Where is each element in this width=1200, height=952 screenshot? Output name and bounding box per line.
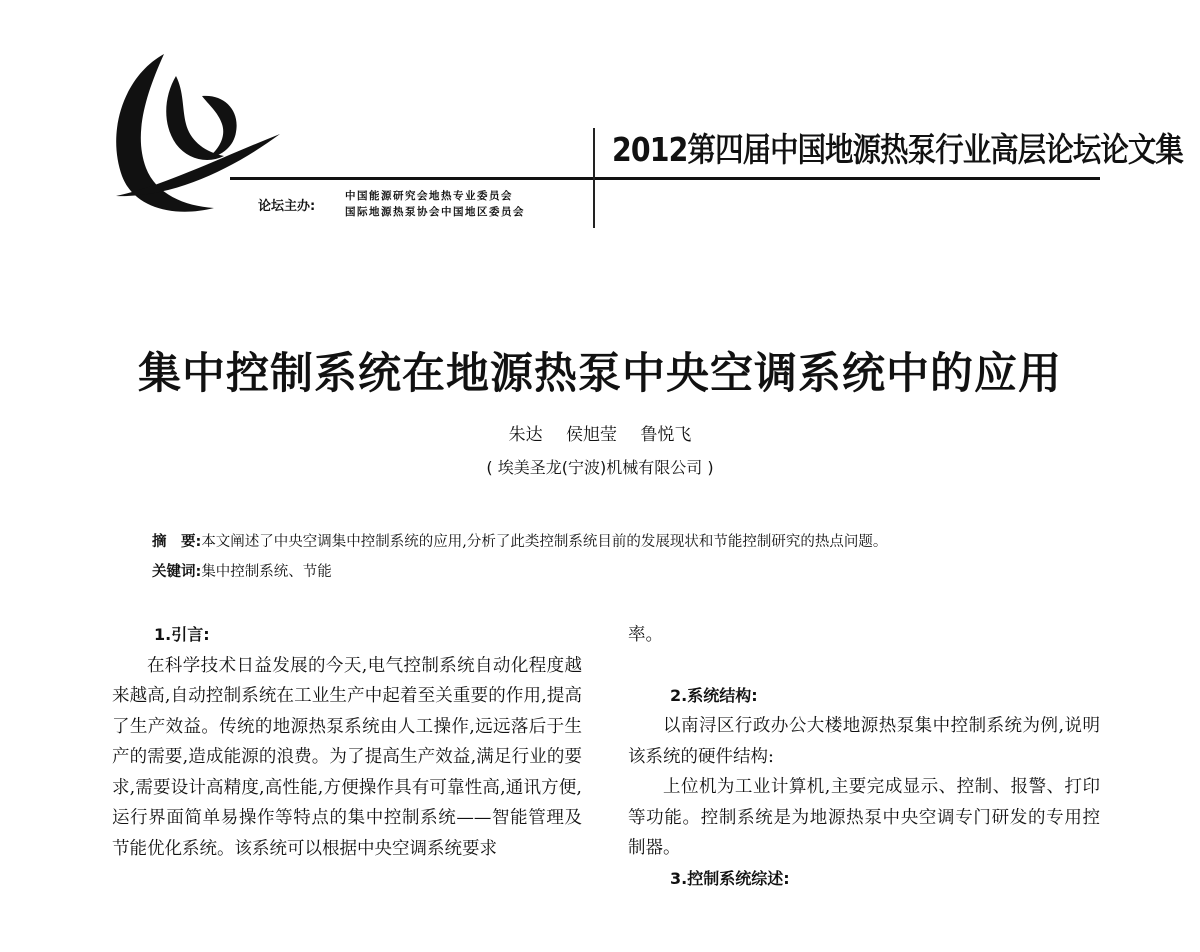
abstract-line [152, 527, 887, 557]
section-heading-intro: 1.引言: [154, 625, 210, 644]
host-line: 国际地源热泵协会中国地区委员会 [345, 206, 525, 218]
hardware-paragraph: 上位机为工业计算机,主要完成显示、控制、报警、打印等功能。控制系统是为地源热泵中央空调专门研发的专用控制器。 [628, 777, 1100, 858]
abstract-label: 摘 要: [152, 534, 202, 550]
body-left-column [112, 620, 582, 864]
keywords-text: 集中控制系统、节能 [201, 564, 332, 580]
paper-authors: 朱达 侯旭莹 鲁悦飞 [508, 425, 692, 445]
section-heading-overview: 3.控制系统综述: [670, 868, 790, 888]
carryover-text: 率。 [628, 625, 663, 645]
host-label: 论坛主办: [258, 199, 316, 214]
keywords-label: 关键词: [152, 564, 202, 580]
paper-affiliation: ( 埃美圣龙(宁波)机械有限公司 ) [486, 458, 714, 477]
structure-paragraph: 以南浔区行政办公大楼地源热泵集中控制系统为例,说明该系统的硬件结构: [628, 716, 1100, 767]
header-rule [230, 177, 1100, 180]
abstract-text: 本文阐述了中央空调集中控制系统的应用,分析了此类控制系统目前的发展现状和节能控制研究的热点问题。 [201, 534, 888, 550]
host-organizations [345, 188, 525, 220]
intro-paragraph: 在科学技术日益发展的今天,电气控制系统自动化程度越来越高,自动控制系统在工业生产中起着至关重要的作用,提高了生产效益。传统的地源热泵系统由人工操作,远远落后于生产的需要,造成能源的浪费。为了提高生产效益,满足行业的要求,需要设计高精度,高性能,方便操作具有可靠性高,通讯方便,运行界面简单易操作等特点的集中控制系统——智能管理及节能优化系统。该系统可以根据中央空调系统要求 [112, 655, 582, 859]
body-right-column [628, 620, 1100, 894]
host-line: 中国能源研究会地热专业委员会 [345, 190, 513, 202]
paper-title: 集中控制系统在地源热泵中央空调系统中的应用 [138, 349, 1062, 399]
section-heading-structure: 2.系统结构: [670, 685, 758, 705]
header-divider [593, 128, 595, 228]
proceedings-title: 2012第四届中国地源热泵行业高层论坛论文集 [612, 130, 1183, 169]
abstract-block [152, 527, 887, 587]
keywords-line [152, 557, 887, 587]
